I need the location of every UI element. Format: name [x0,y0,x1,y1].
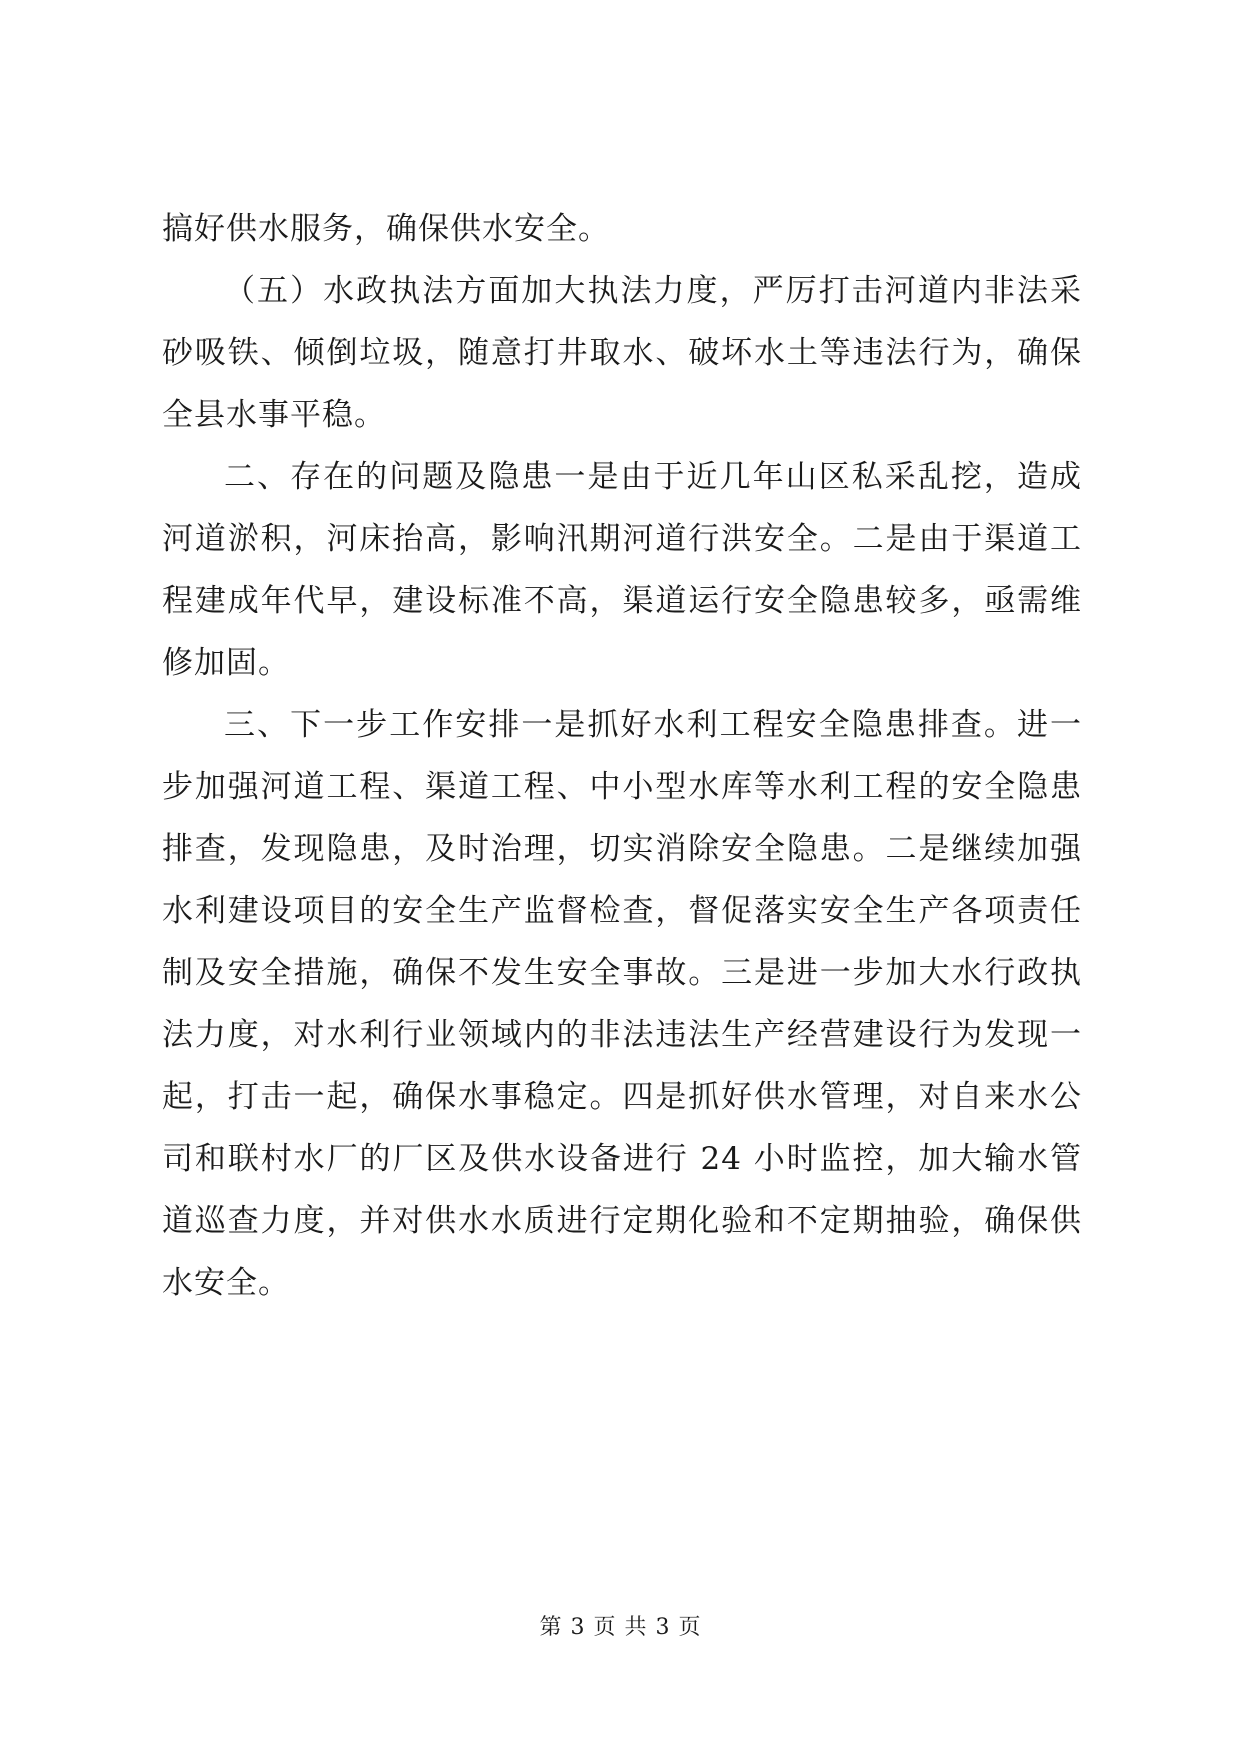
text-line: 全县水事平稳。 [162,397,386,433]
text-line: （五）水政执法方面加大执法力度，严厉打击河道内非法采 [224,273,1082,309]
text-line: 法力度，对水利行业领域内的非法违法生产经营建设行为发现一 [162,1017,1082,1053]
text-line: 道巡查力度，并对供水水质进行定期化验和不定期抽验，确保供 [162,1203,1082,1239]
text-line: 水安全。 [162,1265,290,1301]
text-line: 步加强河道工程、渠道工程、中小型水库等水利工程的安全隐患 [162,769,1082,805]
text-line: 三、下一步工作安排一是抓好水利工程安全隐患排查。进一 [224,707,1082,743]
text-line: 搞好供水服务，确保供水安全。 [162,211,610,247]
text-line: 修加固。 [162,645,290,681]
text-line: 制及安全措施，确保不发生安全事故。三是进一步加大水行政执 [162,955,1082,991]
text-line: 排查，发现隐患，及时治理，切实消除安全隐患。二是继续加强 [162,831,1082,867]
document-body [162,198,1082,1314]
text-line: 二、存在的问题及隐患一是由于近几年山区私采乱挖，造成 [224,459,1082,495]
text-line: 起，打击一起，确保水事稳定。四是抓好供水管理，对自来水公 [162,1079,1082,1115]
text-line: 砂吸铁、倾倒垃圾，随意打井取水、破坏水土等违法行为，确保 [162,335,1082,371]
text-line: 程建成年代早，建设标准不高，渠道运行安全隐患较多，亟需维 [162,583,1082,619]
text-line: 水利建设项目的安全生产监督检查，督促落实安全生产各项责任 [162,893,1082,929]
text-line: 河道淤积，河床抬高，影响汛期河道行洪安全。二是由于渠道工 [162,521,1082,557]
page-footer: 第 3 页 共 3 页 [539,1615,702,1640]
text-line: 司和联村水厂的厂区及供水设备进行 24 小时监控，加大输水管 [162,1141,1082,1177]
